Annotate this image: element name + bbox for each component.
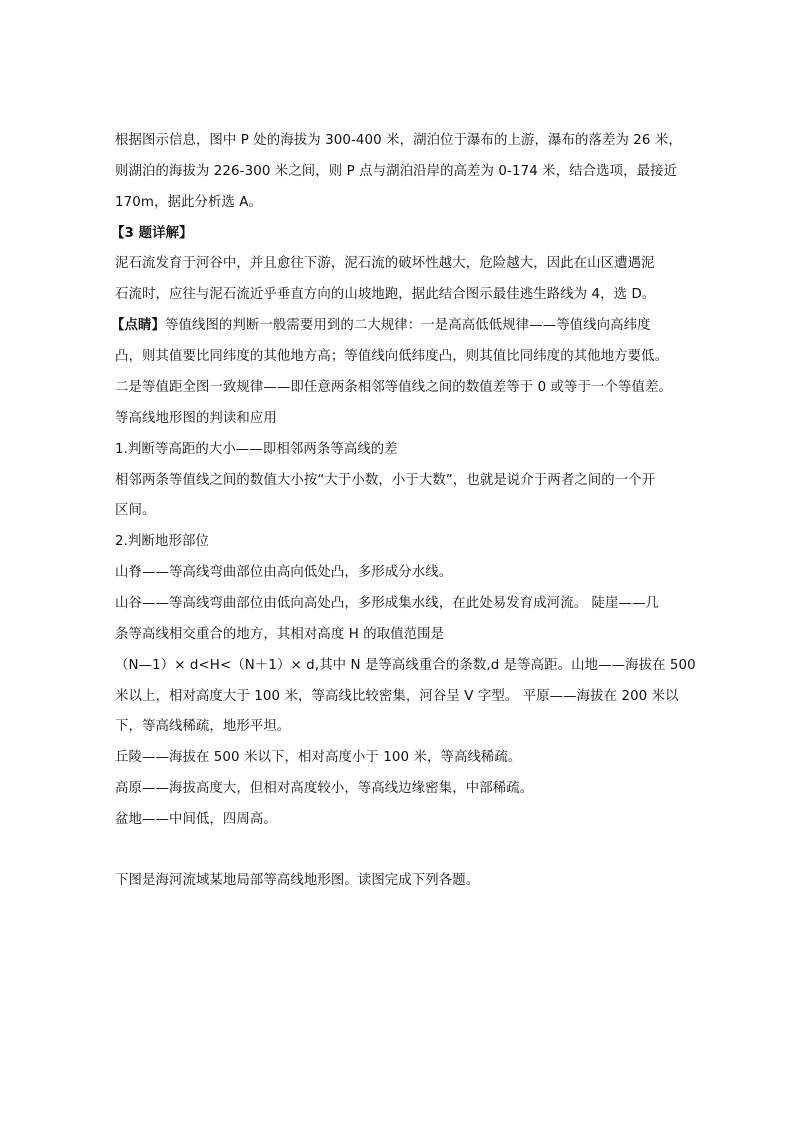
answer-line-1: 根据图示信息，图中 P 处的海拔为 300-400 米，湖泊位于瀑布的上游，瀑布的落差为 26 米， xyxy=(115,133,682,148)
tip-text: 等值线图的判断一般需要用到的二大规律：一是高高低低规律——等值线向高纬度 xyxy=(164,318,651,333)
hill-definition: 丘陵——海拔在 500 米以下，相对高度小于 100 米，等高线稀疏。 xyxy=(115,750,522,765)
cliff-formula-line: （N—1）× d<H<（N＋1）× d,其中 N 是等高线重合的条数,d 是等高距。山地——海拔在 500 xyxy=(115,658,696,673)
tip-paragraph-line-1 xyxy=(111,316,651,336)
q3-line-2: 石流时，应往与泥石流近乎垂直方向的山坡地跑，据此结合图示最佳逃生路线为 4，选 D。 xyxy=(115,287,656,302)
plateau-definition: 高原——海拔高度大，但相对高度较小，等高线边缘密集，中部稀疏。 xyxy=(115,781,534,796)
ridge-definition: 山脊——等高线弯曲部位由高向低处凸，多形成分水线。 xyxy=(115,565,453,580)
tip-paragraph-line-3: 二是等值距全图一致规律——即任意两条相邻等值线之间的数值差等于 0 或等于一个等值差。 xyxy=(115,380,672,395)
answer-line-2: 则湖泊的海拔为 226-300 米之间，则 P 点与湖泊沿岸的高差为 0-174 米，结合选项，最接近 xyxy=(115,164,678,179)
cliff-definition: 条等高线相交重合的地方，其相对高度 H 的取值范围是 xyxy=(115,627,445,642)
q3-line-1: 泥石流发育于河谷中，并且愈往下游，泥石流的破坏性越大，危险越大，因此在山区遭遇泥 xyxy=(115,256,655,271)
section-heading-q3: 【3 题详解】 xyxy=(111,226,193,241)
answer-line-3: 170m，据此分析选 A。 xyxy=(115,195,263,210)
plain-definition: 下，等高线稀疏，地形平坦。 xyxy=(115,719,291,734)
item-2-heading: 2.判断地形部位 xyxy=(115,534,209,549)
mountain-plain-line: 米以上，相对高度大于 100 米，等高线比较密集，河谷呈 V 字型。 平原——海拔在 200 米以 xyxy=(115,689,679,704)
item-1-text-line-1: 相邻两条等值线之间的数值大小按“大于小数，小于大数”，也就是说介于两者之间的一个开 xyxy=(115,473,656,488)
tip-paragraph-line-2: 凸，则其值要比同纬度的其他地方高；等值线向低纬度凸，则其值比同纬度的其他地方要低。 xyxy=(115,349,669,364)
item-1-text-line-2: 区间。 xyxy=(115,503,156,518)
next-question-intro: 下图是海河流域某地局部等高线地形图。读图完成下列各题。 xyxy=(115,873,480,888)
item-1-heading: 1.判断等高距的大小——即相邻两条等高线的差 xyxy=(115,442,398,457)
valley-definition: 山谷——等高线弯曲部位由低向高处凸，多形成集水线，在此处易发育成河流。 陡崖——几 xyxy=(115,596,659,611)
subheading-contour-map: 等高线地形图的判读和应用 xyxy=(115,411,277,426)
tip-label: 【点睛】 xyxy=(111,318,165,333)
basin-definition: 盆地——中间低，四周高。 xyxy=(115,812,277,827)
